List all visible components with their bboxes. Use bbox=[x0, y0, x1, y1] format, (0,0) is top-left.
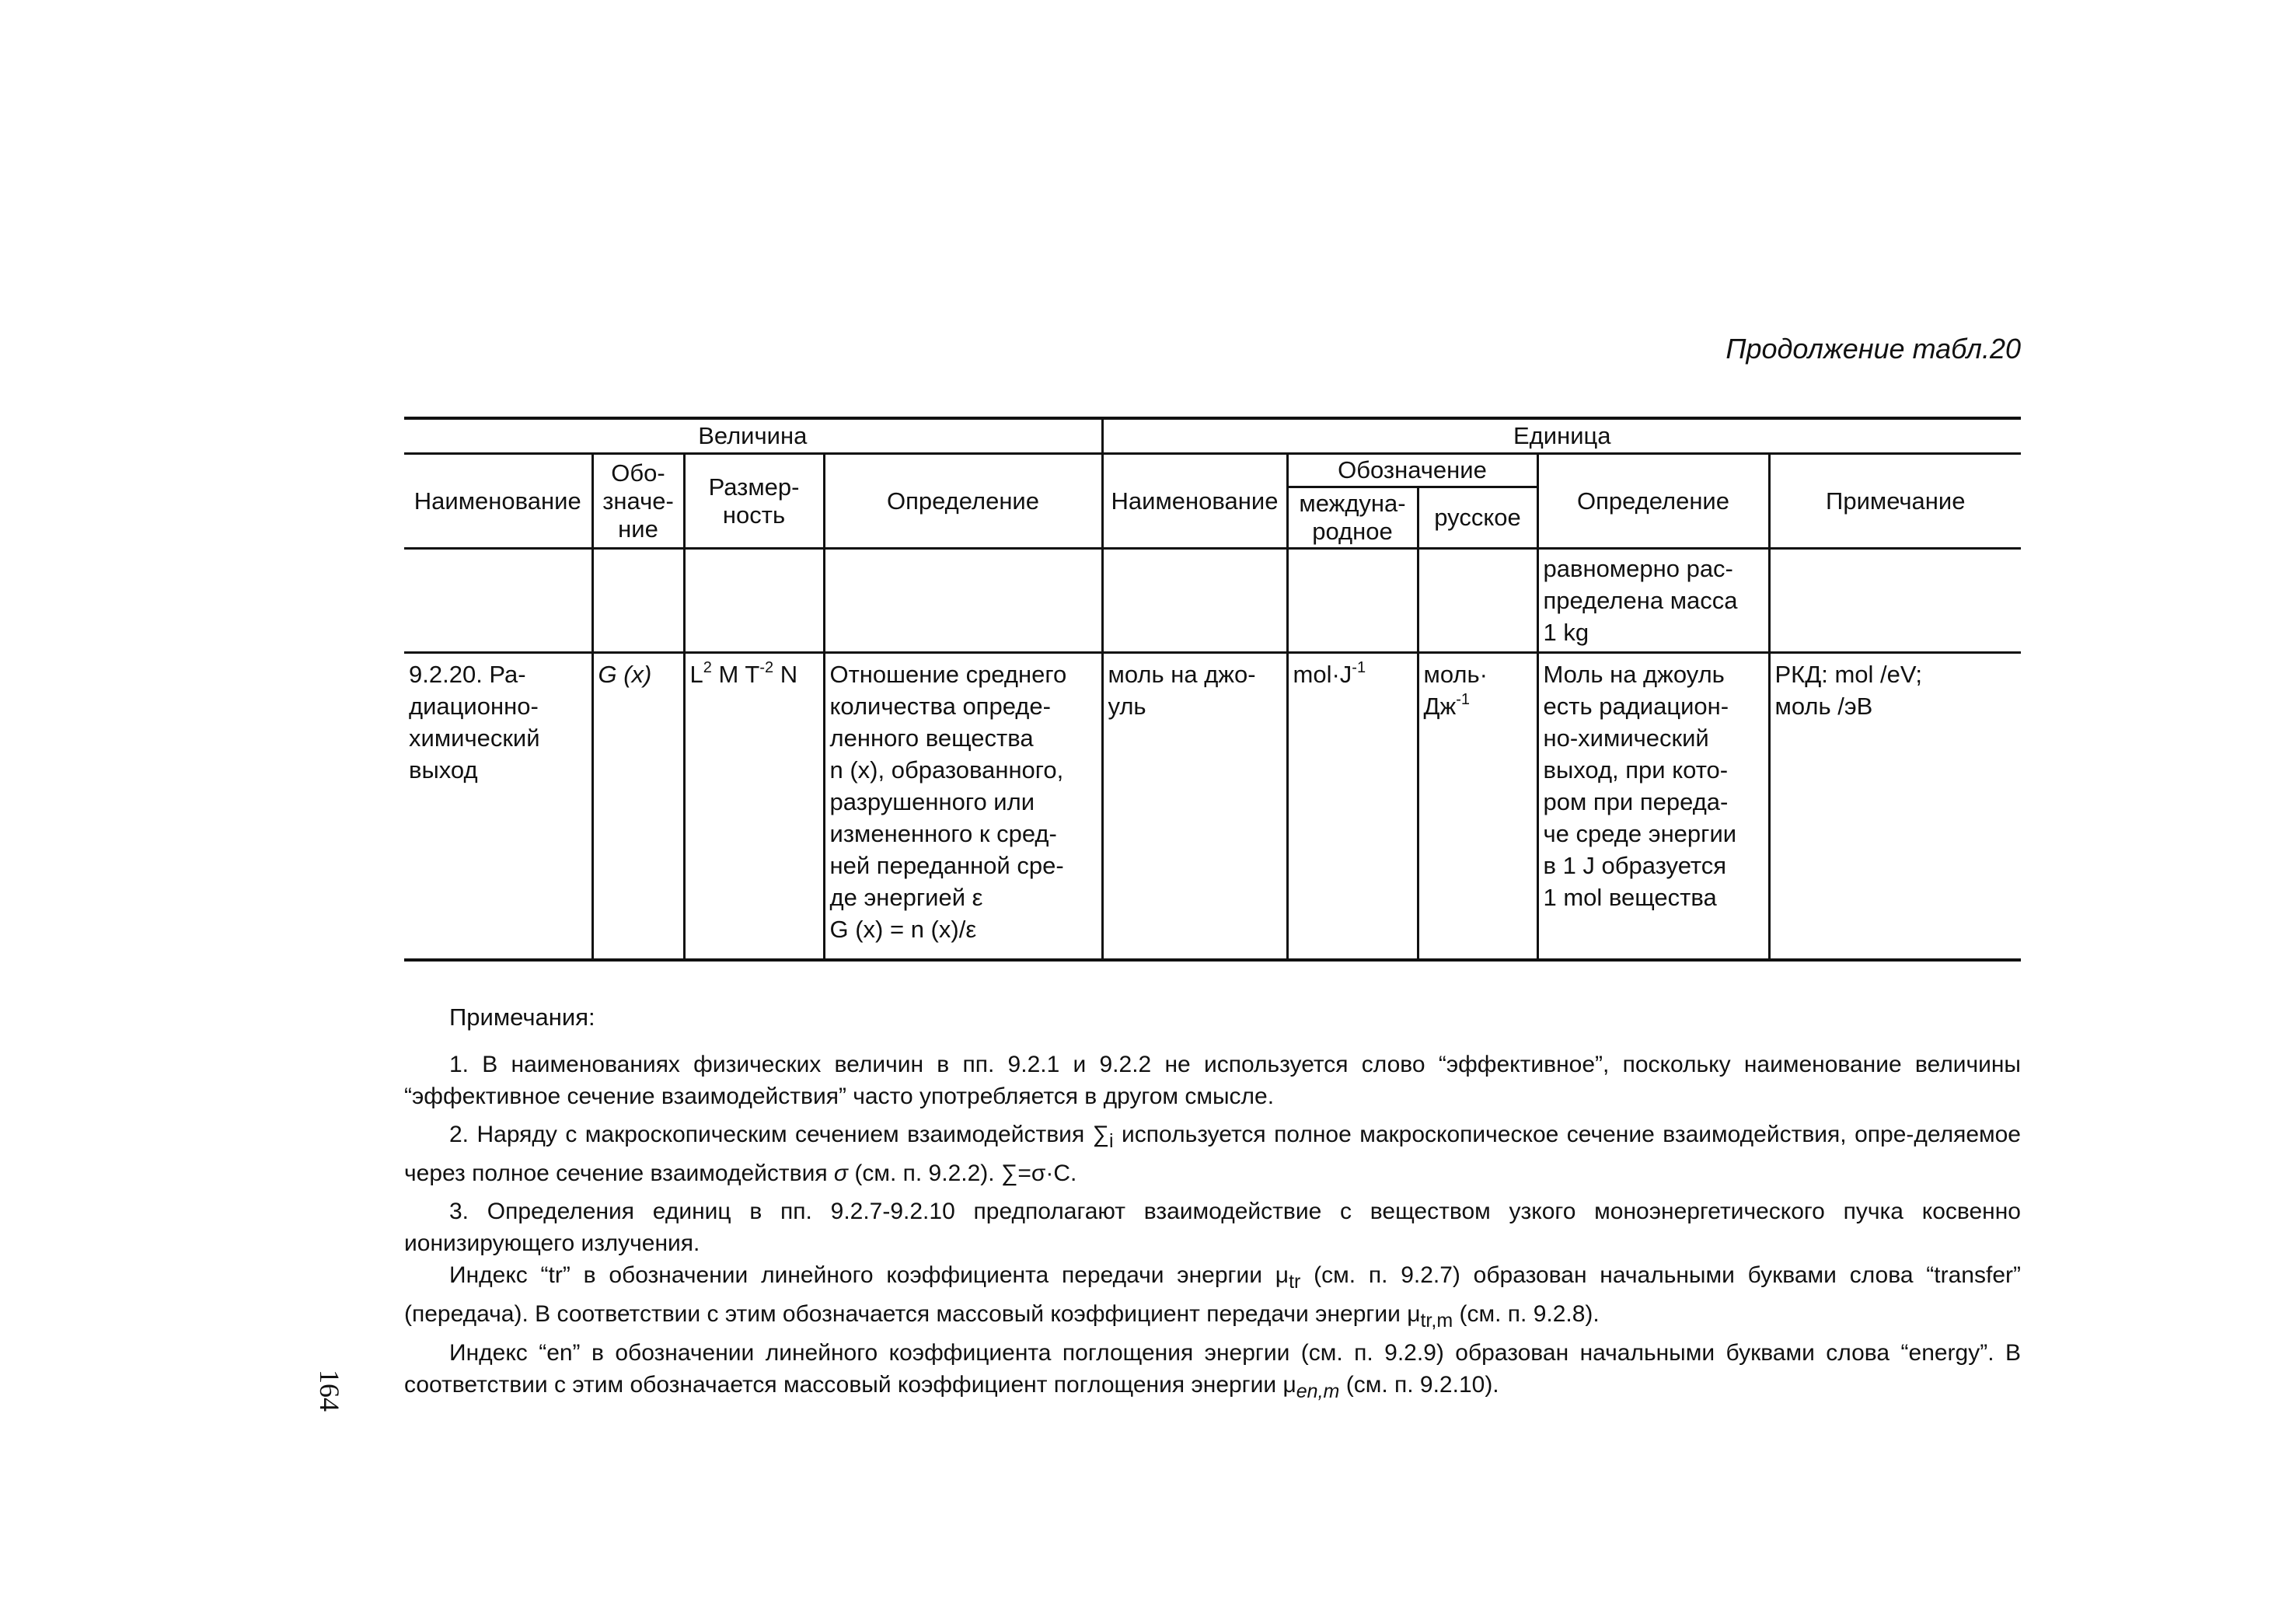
note-4-text-a: Индекс “tr” в обозначении линейного коэффициента передачи энергии bbox=[449, 1262, 1275, 1288]
header-quantity-name: Наименование bbox=[404, 454, 592, 549]
note-4-text-b: (см. п. 9.2.7) образован начальными буквами слова “transfer” (передача). В соответствии с этим обозначается массовый коэффициент передачи энергии bbox=[404, 1262, 2021, 1327]
header-unit-symbol-group: Обозначение bbox=[1287, 454, 1537, 487]
table-row-entry bbox=[404, 653, 2021, 961]
header-unit-symbol-russian: русское bbox=[1418, 487, 1537, 549]
unit-symbol-russian-exponent: -1 bbox=[1456, 690, 1471, 708]
header-quantity-symbol: Обо- значе- ние bbox=[592, 454, 684, 549]
cell-empty bbox=[1418, 549, 1537, 653]
header-quantity-dimension: Размер- ность bbox=[684, 454, 824, 549]
cell-unit-symbol-russian bbox=[1418, 653, 1537, 961]
header-unit-note: Примечание bbox=[1769, 454, 2021, 549]
dimension-t-exponent: -2 bbox=[759, 658, 774, 676]
mu-subscript-tr: tr bbox=[1289, 1271, 1301, 1293]
notes-section bbox=[404, 1001, 2021, 1408]
cell-empty bbox=[1287, 549, 1418, 653]
note-4-text-c: (см. п. 9.2.8). bbox=[1453, 1301, 1600, 1327]
mu-symbol: μ bbox=[1282, 1372, 1296, 1398]
note-2-text-b: используется полное макроскопическое сечение взаимодействия, опре-деляемое через полное сечение взаимодействия bbox=[404, 1122, 2021, 1186]
note-5-text-b: (см. п. 9.2.10). bbox=[1339, 1372, 1499, 1398]
cell-unit-name: моль на джо- уль bbox=[1102, 653, 1287, 961]
note-2 bbox=[404, 1119, 2021, 1189]
mu-subscript-trm: tr,m bbox=[1420, 1310, 1453, 1332]
note-5-text-a: Индекс “en” в обозначении линейного коэффициента поглощения энергии (см. п. 9.2.9) образован начальными буквами слова “energy”. В соответствии с этим обозначается массовый коэффициент поглощения энергии bbox=[404, 1340, 2021, 1398]
note-4 bbox=[404, 1259, 2021, 1337]
cell-empty bbox=[592, 549, 684, 653]
cell-empty bbox=[824, 549, 1102, 653]
sigma-subscript: i bbox=[1109, 1130, 1114, 1152]
unit-symbol-international-base: mol·J bbox=[1293, 661, 1352, 688]
header-unit-symbol-international: междуна- родное bbox=[1287, 487, 1418, 549]
cell-unit-definition: Моль на джоуль есть радиацион- но-химический выход, при кото- ром при переда- че среде энергии в 1 J образуется 1 mol вещества bbox=[1537, 653, 1769, 961]
header-unit-name: Наименование bbox=[1102, 454, 1287, 549]
cell-quantity-name: 9.2.20. Ра- диационно- химический выход bbox=[404, 653, 592, 961]
header-quantity-group: Величина bbox=[404, 418, 1102, 454]
cell-quantity-symbol: G (x) bbox=[592, 653, 684, 961]
note-2-text-c: (см. п. 9.2.2). bbox=[848, 1161, 1001, 1186]
continuation-label: Продолжение табл.20 bbox=[1725, 333, 2021, 365]
cell-unit-note: РКД: mol /eV; моль /эВ bbox=[1769, 653, 2021, 961]
cell-empty bbox=[1769, 549, 2021, 653]
note-1: 1. В наименованиях физических величин в пп. 9.2.1 и 9.2.2 не используется слово “эффективное”, поскольку наименование величины “эффективное сечение взаимодействия” часто употребляется в другом смысле. bbox=[404, 1052, 2021, 1109]
header-row-groups bbox=[404, 418, 2021, 454]
dimension-l-exponent: 2 bbox=[703, 658, 712, 676]
cell-empty bbox=[404, 549, 592, 653]
cell-quantity-definition: Отношение среднего количества опреде- ленного вещества n (x), образованного, разрушенного или измененного к сред- ней переданной сре- де энергией ε G (x) = n (x)/ε bbox=[824, 653, 1102, 961]
unit-symbol-international-exponent: -1 bbox=[1352, 658, 1366, 676]
table-row-continued bbox=[404, 549, 2021, 653]
note-5 bbox=[404, 1337, 2021, 1408]
mu-symbol: μ bbox=[1407, 1301, 1421, 1327]
header-row-columns bbox=[404, 454, 2021, 487]
notes-heading: Примечания: bbox=[449, 1003, 595, 1031]
unit-symbol-russian-base: моль· Дж bbox=[1423, 661, 1488, 720]
cell-unit-definition-continued: равномерно рас- пределена масса 1 kg bbox=[1537, 549, 1769, 653]
note-2-text-a: 2. Наряду с макроскопическим сечением взаимодействия bbox=[449, 1122, 1093, 1147]
note-2-formula: ∑=σ·C. bbox=[1000, 1161, 1077, 1186]
cell-unit-symbol-international bbox=[1287, 653, 1418, 961]
sigma-small-symbol: σ bbox=[833, 1161, 849, 1186]
quantities-table bbox=[404, 417, 2021, 962]
page-number: 164 bbox=[314, 1370, 345, 1412]
header-unit-group: Единица bbox=[1102, 418, 2021, 454]
header-unit-definition: Определение bbox=[1537, 454, 1769, 549]
cell-empty bbox=[1102, 549, 1287, 653]
sigma-symbol: ∑ bbox=[1092, 1122, 1110, 1147]
cell-empty bbox=[684, 549, 824, 653]
mu-subscript-enm: en,m bbox=[1296, 1380, 1340, 1402]
header-quantity-definition: Определение bbox=[824, 454, 1102, 549]
mu-symbol: μ bbox=[1275, 1262, 1289, 1288]
cell-quantity-dimension: $L^2$ M $T^{-2}$ N bbox=[684, 653, 824, 961]
note-3: 3. Определения единиц в пп. 9.2.7-9.2.10 предполагают взаимодействие с веществом узкого моноэнергетического пучка косвенно ионизирующего излучения. bbox=[404, 1199, 2021, 1256]
